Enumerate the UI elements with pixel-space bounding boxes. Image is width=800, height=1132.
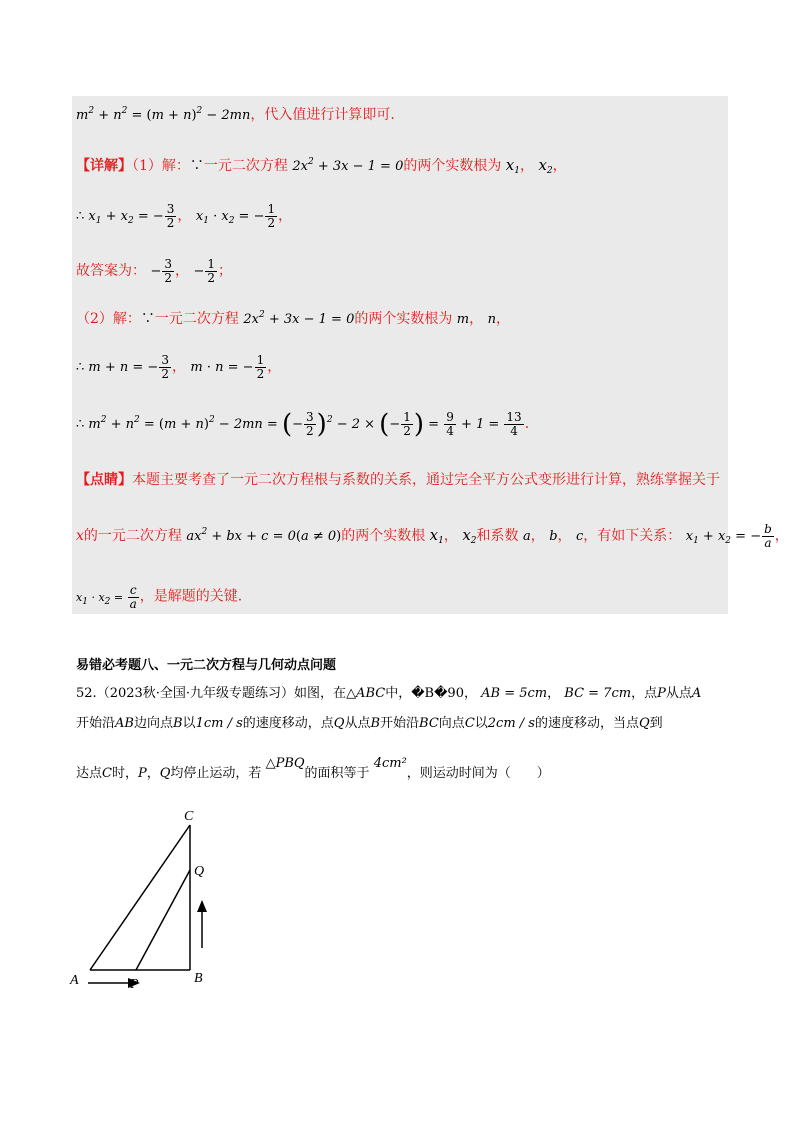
- question-line-2: 开始沿AB边向点B以1cm / s的速度移动，点Q从点B开始沿BC向点C以2cm / s的速度移动，当点Q到: [76, 716, 663, 731]
- section-title: 易错必考题八、一元二次方程与几何动点问题: [76, 658, 337, 673]
- hint-line: $m^2 + n^2 = (m + n)^2 - 2mn$，代入值进行计算即可.: [76, 106, 395, 123]
- comment-line-2: x的一元二次方程 $ax^2$ + bx + c = 0(a ≠ 0)的两个实数根 $x_1$， $x_2$和系数 a， b， c，有如下关系： $x_1 + x_2$ = − $\frac{b}{a}$ ，: [76, 522, 789, 550]
- question-line-3: 达点C时，P，Q均停止运动，若 △PBQ的面积等于 4cm²，则运动时间为（ ）: [76, 756, 550, 781]
- part2-line: （2）解：∵一元二次方程 $2x^2 + 3x - 1 = 0$的两个实数根为 m， n，: [76, 310, 510, 327]
- compute-line: ∴ $m^2 + n^2 = (m + n)^2 - 2mn$ = (− $\frac{3}{2}$ )$^2$ − 2 × (− $\frac{1}{2}$ ) = $\frac{9}{4}$ + 1 = $\frac{13}{4}$ .: [76, 409, 530, 440]
- comment-tag: 【点睛】: [76, 472, 132, 488]
- label-c: C: [184, 809, 194, 824]
- label-a: A: [70, 973, 79, 988]
- detail-line: 【详解】（1）解：∵一元二次方程 $2x^2 + 3x - 1 = 0$的两个实数根为 $x_1$， $x_2$，: [76, 156, 567, 176]
- comment-line-1: 【点睛】本题主要考查了一元二次方程根与系数的关系，通过完全平方公式变形进行计算，熟练掌握关于: [76, 472, 720, 488]
- vieta-line-2: ∴ m + n = − $\frac{3}{2}$ ， m · n = − $\frac{1}{2}$ ，: [76, 353, 282, 381]
- detail-tag: 【详解】: [76, 158, 132, 174]
- equation: $2x^2 + 3x - 1 = 0$: [292, 157, 404, 174]
- formula-sum-squares: $m^2 + n^2 = (m + n)^2 - 2mn$: [76, 106, 251, 123]
- question-line-1: 52.（2023秋·全国·九年级专题练习）如图，在△ABC中，�B�90， AB = 5cm， BC = 7cm，点P从点A: [76, 686, 702, 701]
- comment-line-3: $x_1 \cdot x_2$ = $\frac{c}{a}$ ，是解题的关键.: [76, 583, 243, 611]
- answer-line: 故答案为： − $\frac{3}{2}$ ， − $\frac{1}{2}$ ；: [76, 257, 232, 285]
- label-b: B: [194, 971, 203, 986]
- vieta-line-1: ∴ $x_1 + x_2$ = − $\frac{3}{2}$ ， $x_1 \cdot x_2$ = − $\frac{1}{2}$ ，: [76, 202, 293, 230]
- label-q: Q: [194, 864, 205, 879]
- label-p: P: [130, 977, 139, 992]
- triangle-figure: [60, 800, 240, 1000]
- arrow-up-icon: [197, 900, 207, 912]
- segment-pq: [136, 870, 190, 970]
